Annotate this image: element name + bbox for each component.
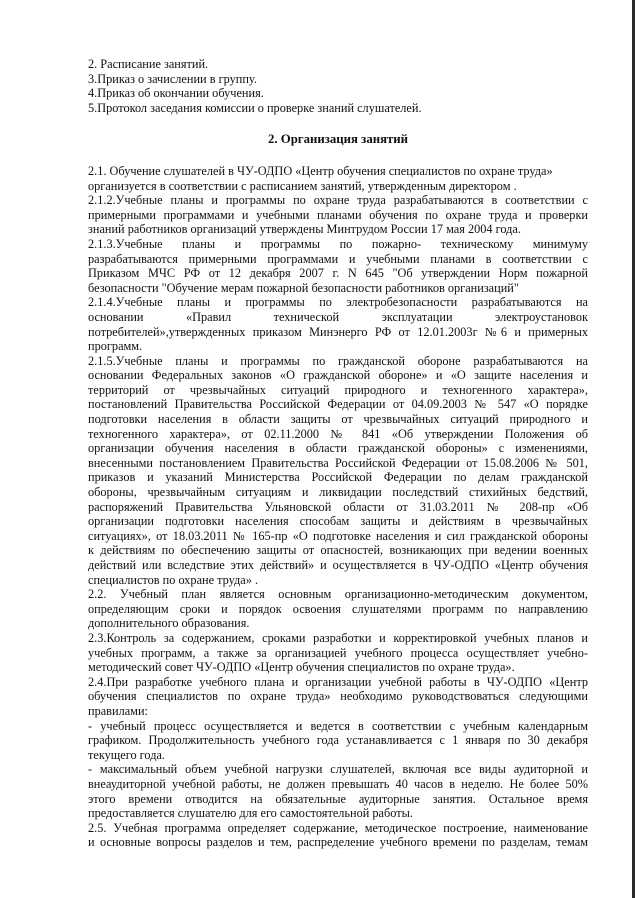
text-line: 2.1. Обучение слушателей в ЧУ-ОДПО «Центр обучения специалистов по охране труда» — [88, 163, 553, 178]
text-line: методический совет ЧУ-ОДПО «Центр обучения специалистов по охране труда». — [88, 660, 515, 675]
document-page — [88, 57, 588, 850]
text-line: Приказом МЧС РФ от 12 декабря 2007 г. N 645 "Об утверждении Норм пожарной — [88, 266, 588, 281]
text-line: основании «Правил технической эксплуатации электроустановок — [88, 309, 588, 324]
text-line: обороны, чрезвычайным ситуациям и ликвидации последствий стихийных бедствий, — [88, 485, 588, 500]
attachments-list — [88, 57, 588, 115]
text-line: 2.3.Контроль за содержанием, сроками разработки и корректировкой учебных планов и — [88, 630, 588, 645]
text-line: приказов и указаний Министерства Российской Федерации по делам гражданской — [88, 470, 588, 485]
text-line: техногенного характера», от 02.11.2000 № 841 «Об утверждении Положения об — [88, 426, 588, 441]
text-line: 2.1.4.Учебные планы и программы по электробезопасности разрабатываются на — [88, 295, 588, 310]
text-line: 2.1.5.Учебные планы и программы по гражданской обороне разрабатываются на — [88, 353, 588, 368]
text-line: распоряжений Правительства Ульяновской области от 31.03.2011 № 208-пр «Об — [88, 499, 588, 514]
text-line: подготовки населения в области защиты от чрезвычайных ситуаций природного и — [88, 412, 588, 427]
text-line: учебных программ, а также за организацией учебного процесса осуществляет учебно- — [88, 645, 588, 660]
text-line: предоставляется слушателю для его самостоятельной работы. — [88, 806, 413, 821]
text-line: 2.5. Учебная программа определяет содержание, методическое построение, наименование — [88, 820, 588, 835]
text-line: разрабатываются примерными программами и учебными планами в соответствии с — [88, 251, 588, 266]
text-line: постановлений Правительства Российской Федерации от 04.09.2003 № 547 «О порядке — [88, 397, 588, 412]
para-2-1-2 — [88, 193, 588, 237]
text-line: организации подготовки населения способам защиты и действиям в чрезвычайных — [88, 514, 588, 529]
text-line: к действиям по обеспечению защиты от опасностей, возникающих при ведении военных — [88, 543, 588, 558]
para-2-3 — [88, 631, 588, 675]
text-line: определяющим сроки и порядок освоения слушателями программ по направлению — [88, 601, 588, 616]
text-line: внеаудиторной учебной работы, не должен превышать 40 часов в неделю. Не более 50% — [88, 776, 588, 791]
text-line: обучения специалистов по охране труда» необходимо руководствоваться следующими — [88, 689, 588, 704]
para-2-5 — [88, 821, 588, 850]
text-line: этого времени отводится на обязательные аудиторные занятия. Остальное время — [88, 791, 588, 806]
para-2-1 — [88, 164, 588, 193]
para-rule-1 — [88, 719, 588, 763]
list-item: 3.Приказ о зачислении в группу. — [88, 71, 257, 86]
text-line: 2.2. Учебный план является основным организационно-методическим документом, — [88, 587, 588, 602]
text-line: безопасности "Обучение мерам пожарной безопасности работников организаций" — [88, 280, 519, 295]
para-2-2 — [88, 587, 588, 631]
text-line: организуется в соответствии с расписанием занятий, утвержденным директором . — [88, 178, 517, 193]
text-line: дополнительного образования. — [88, 616, 250, 631]
body-text — [88, 164, 588, 850]
text-line: 2.4.При разработке учебного плана и организации учебной работы в ЧУ-ОДПО «Центр — [88, 674, 588, 689]
text-line: текущего года. — [88, 747, 165, 762]
text-line: - учебный процесс осуществляется и ведется в соответствии с учебным календарным — [88, 718, 588, 733]
text-line: графиком. Продолжительность учебного года устанавливается с 1 января по 30 декабря — [88, 733, 588, 748]
text-line: примерными программами и учебными планами обучения по охране труда и проверки — [88, 207, 588, 222]
para-2-1-3 — [88, 237, 588, 295]
list-item: 4.Приказ об окончании обучения. — [88, 86, 264, 101]
text-line: - максимальный объем учебной нагрузки слушателей, включая все виды аудиторной и — [88, 762, 588, 777]
text-line: правилами: — [88, 703, 148, 718]
text-line: специалистов по охране труда» . — [88, 572, 259, 587]
text-line: потребителей»,утвержденных приказом Минэнерго РФ от 12.01.2003г №6 и примерных — [88, 324, 588, 339]
text-line: территорий от чрезвычайных ситуаций природного и техногенного характера», — [88, 382, 588, 397]
text-line: организации обучения населения в области гражданской обороны» с изменениями, — [88, 441, 588, 456]
text-line: и основные вопросы разделов и тем, распределение учебного времени по разделам, темам — [88, 835, 588, 850]
text-line: 2.1.2.Учебные планы и программы по охране труда разрабатываются в соответствии с — [88, 193, 588, 208]
text-line: 2.1.3.Учебные планы и программы по пожарно- техническому минимуму — [88, 236, 588, 251]
text-line: действий или вследствие этих действий» и осуществляется в ЧУ-ОДПО «Центр обучения — [88, 558, 588, 572]
para-2-1-4 — [88, 295, 588, 353]
text-line: основании Федеральных законов «О гражданской обороне» и «О защите населения и — [88, 368, 588, 383]
text-line: внесенными постановлением Правительства Российской Федерации от 15.08.2006 № 501, — [88, 455, 588, 470]
list-item: 5.Протокол заседания комиссии о проверке знаний слушателей. — [88, 100, 422, 115]
text-line: знаний работников организаций утверждены Минтрудом России 17 мая 2004 года. — [88, 222, 521, 237]
text-line: ситуациях», от 18.03.2011 № 165-пр «О подготовке населения и сил гражданской обороны — [88, 528, 588, 543]
text-line: программ. — [88, 339, 143, 354]
para-2-4 — [88, 675, 588, 719]
para-rule-2 — [88, 762, 588, 820]
list-item: 2. Расписание занятий. — [88, 57, 209, 71]
section-heading: 2. Организация занятий — [267, 132, 409, 147]
para-2-1-5 — [88, 354, 588, 588]
